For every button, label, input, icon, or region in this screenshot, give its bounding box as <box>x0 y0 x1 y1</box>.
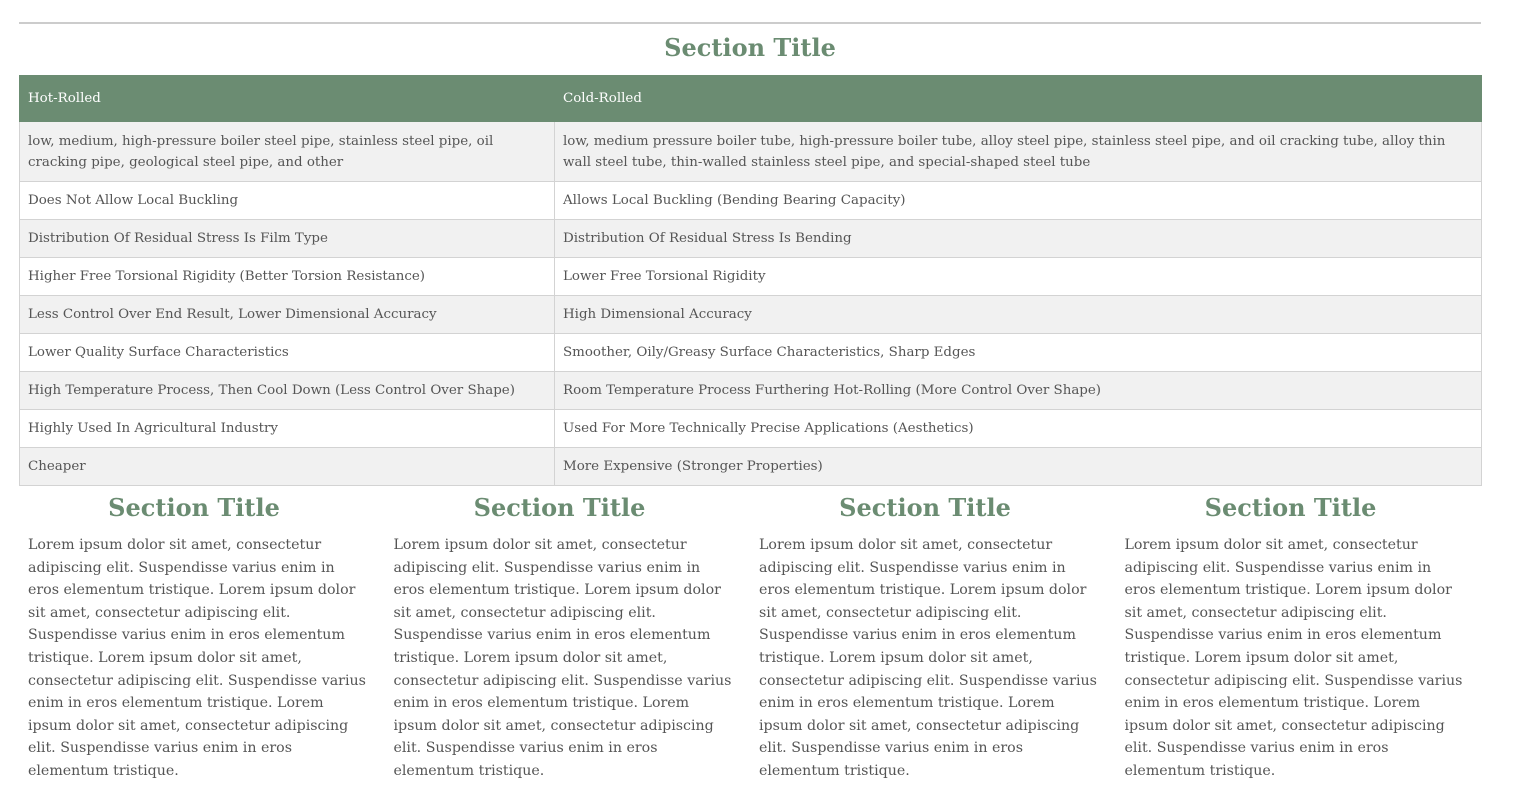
table-row <box>20 182 1482 220</box>
table-cell-hot-rolled: High Temperature Process, Then Cool Down (Less Control Over Shape) <box>20 372 555 410</box>
table-cell-hot-rolled: low, medium, high-pressure boiler steel pipe, stainless steel pipe, oil cracking pipe, geological steel pipe, and other <box>20 122 555 182</box>
section-title: Section Title <box>473 493 646 522</box>
table-cell-cold-rolled: Distribution Of Residual Stress Is Bending <box>555 220 1482 258</box>
section-column-1 <box>19 490 369 783</box>
table-cell-cold-rolled: Smoother, Oily/Greasy Surface Characteristics, Sharp Edges <box>555 334 1482 372</box>
section-body: Lorem ipsum dolor sit amet, consectetur adipiscing elit. Suspendisse varius enim in eros elementum tristique. Lorem ipsum dolor sit amet, consectetur adipiscing elit. Suspendisse varius enim in eros elementum tristique. Lorem ipsum dolor sit amet, consectetur adipiscing elit. Suspendisse varius enim in eros elementum tristique. Lorem ipsum dolor sit amet, consectetur adipiscing elit. Suspendisse varius enim in eros elementum tristique. <box>28 537 366 779</box>
table-row <box>20 410 1482 448</box>
table-row <box>20 372 1482 410</box>
section-columns <box>19 490 1481 780</box>
section-body: Lorem ipsum dolor sit amet, consectetur adipiscing elit. Suspendisse varius enim in eros elementum tristique. Lorem ipsum dolor sit amet, consectetur adipiscing elit. Suspendisse varius enim in eros elementum tristique. Lorem ipsum dolor sit amet, consectetur adipiscing elit. Suspendisse varius enim in eros elementum tristique. Lorem ipsum dolor sit amet, consectetur adipiscing elit. Suspendisse varius enim in eros elementum tristique. <box>1124 537 1463 779</box>
section-body: Lorem ipsum dolor sit amet, consectetur adipiscing elit. Suspendisse varius enim in eros elementum tristique. Lorem ipsum dolor sit amet, consectetur adipiscing elit. Suspendisse varius enim in eros elementum tristique. Lorem ipsum dolor sit amet, consectetur adipiscing elit. Suspendisse varius enim in eros elementum tristique. Lorem ipsum dolor sit amet, consectetur adipiscing elit. Suspendisse varius enim in eros elementum tristique. <box>393 537 732 779</box>
table-cell-hot-rolled: Lower Quality Surface Characteristics <box>20 334 555 372</box>
section-column-4 <box>1116 490 1466 783</box>
section-title: Section Title <box>839 493 1011 522</box>
table-header-cold-rolled: Cold-Rolled <box>555 76 1482 122</box>
table-header-hot-rolled: Hot-Rolled <box>20 76 555 122</box>
comparison-table <box>19 75 1482 486</box>
table-cell-hot-rolled: Higher Free Torsional Rigidity (Better Torsion Resistance) <box>20 258 555 296</box>
table-cell-cold-rolled: Allows Local Buckling (Bending Bearing Capacity) <box>555 182 1482 220</box>
section-body: Lorem ipsum dolor sit amet, consectetur adipiscing elit. Suspendisse varius enim in eros elementum tristique. Lorem ipsum dolor sit amet, consectetur adipiscing elit. Suspendisse varius enim in eros elementum tristique. Lorem ipsum dolor sit amet, consectetur adipiscing elit. Suspendisse varius enim in eros elementum tristique. Lorem ipsum dolor sit amet, consectetur adipiscing elit. Suspendisse varius enim in eros elementum tristique. <box>759 537 1097 779</box>
section-column-2 <box>385 490 735 783</box>
table-cell-hot-rolled: Cheaper <box>20 448 555 486</box>
table-cell-cold-rolled: Room Temperature Process Furthering Hot-Rolling (More Control Over Shape) <box>555 372 1482 410</box>
table-cell-cold-rolled: Lower Free Torsional Rigidity <box>555 258 1482 296</box>
table-cell-hot-rolled: Highly Used In Agricultural Industry <box>20 410 555 448</box>
table-cell-cold-rolled: low, medium pressure boiler tube, high-pressure boiler tube, alloy steel pipe, stainless steel pipe, and oil cracking tube, alloy thin wall steel tube, thin-walled stainless steel pipe, and special-shaped steel tube <box>555 122 1482 182</box>
table-cell-hot-rolled: Does Not Allow Local Buckling <box>20 182 555 220</box>
section-title: Section Title <box>1204 493 1377 522</box>
table-row <box>20 258 1482 296</box>
section-column-3 <box>750 490 1100 783</box>
table-cell-cold-rolled: High Dimensional Accuracy <box>555 296 1482 334</box>
section-title: Section Title <box>108 493 280 522</box>
table-row <box>20 448 1482 486</box>
table-row <box>20 296 1482 334</box>
table-row <box>20 334 1482 372</box>
top-divider <box>19 22 1481 24</box>
page-title: Section Title <box>664 33 836 62</box>
table-header-row <box>20 76 1482 122</box>
table-cell-cold-rolled: More Expensive (Stronger Properties) <box>555 448 1482 486</box>
table-cell-cold-rolled: Used For More Technically Precise Applications (Aesthetics) <box>555 410 1482 448</box>
table-cell-hot-rolled: Less Control Over End Result, Lower Dimensional Accuracy <box>20 296 555 334</box>
table-row <box>20 122 1482 182</box>
table-row <box>20 220 1482 258</box>
table-cell-hot-rolled: Distribution Of Residual Stress Is Film Type <box>20 220 555 258</box>
